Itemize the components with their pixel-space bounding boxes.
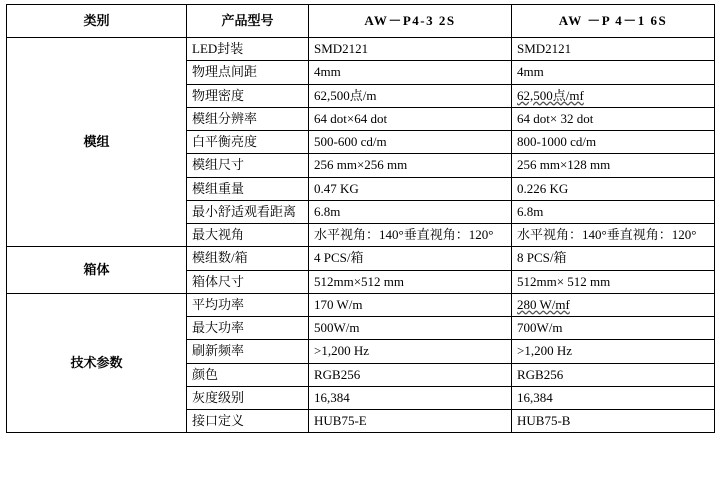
value-cell: 700W/m [512, 317, 715, 340]
table-body [7, 38, 715, 433]
value-cell: 62,500点/m [309, 84, 512, 107]
value-cell: 0.226 KG [512, 177, 715, 200]
param-label: 物理密度 [187, 84, 309, 107]
param-label: 刷新频率 [187, 340, 309, 363]
param-label: LED封装 [187, 38, 309, 61]
param-label: 模组分辨率 [187, 107, 309, 130]
table-header [7, 5, 715, 38]
header-category: 类别 [7, 5, 187, 38]
value-cell: 170 W/m [309, 293, 512, 316]
param-label: 白平衡亮度 [187, 131, 309, 154]
group-label-module: 模组 [7, 38, 187, 247]
value-cell: 水平视角：140°垂直视角：120° [512, 224, 715, 247]
value-cell: 6.8m [309, 200, 512, 223]
param-label: 最大视角 [187, 224, 309, 247]
param-label: 模组重量 [187, 177, 309, 200]
value-cell: 256 mm×256 mm [309, 154, 512, 177]
param-label: 接口定义 [187, 410, 309, 433]
param-label: 模组尺寸 [187, 154, 309, 177]
value-cell: 500W/m [309, 317, 512, 340]
param-label: 最小舒适观看距离 [187, 200, 309, 223]
value-cell: RGB256 [512, 363, 715, 386]
value-cell: 8 PCS/箱 [512, 247, 715, 270]
param-label: 灰度级别 [187, 386, 309, 409]
value-cell: 64 dot× 32 dot [512, 107, 715, 130]
value-cell: >1,200 Hz [309, 340, 512, 363]
value-cell: 62,500点/mf [512, 84, 715, 107]
table-row [7, 293, 715, 316]
param-label: 颜色 [187, 363, 309, 386]
header-row [7, 5, 715, 38]
value-cell: >1,200 Hz [512, 340, 715, 363]
product-spec-table [6, 4, 715, 433]
value-cell: 4mm [309, 61, 512, 84]
value-cell: HUB75-B [512, 410, 715, 433]
group-label-cabinet: 箱体 [7, 247, 187, 294]
value-cell: 16,384 [309, 386, 512, 409]
value-cell: 4 PCS/箱 [309, 247, 512, 270]
header-model-aw-p4-32s: AW－P4-3 2S [309, 5, 512, 38]
value-cell: 4mm [512, 61, 715, 84]
value-cell: 0.47 KG [309, 177, 512, 200]
value-cell: RGB256 [309, 363, 512, 386]
value-cell: 500-600 cd/m [309, 131, 512, 154]
param-label: 最大功率 [187, 317, 309, 340]
header-model-aw-p4-16s: AW －P 4－1 6S [512, 5, 715, 38]
group-label-tech-params: 技术参数 [7, 293, 187, 433]
header-product-model: 产品型号 [187, 5, 309, 38]
value-cell: 水平视角：140°垂直视角：120° [309, 224, 512, 247]
param-label: 物理点间距 [187, 61, 309, 84]
value-cell: 256 mm×128 mm [512, 154, 715, 177]
value-cell: 512mm× 512 mm [512, 270, 715, 293]
value-cell: SMD2121 [512, 38, 715, 61]
value-cell: HUB75-E [309, 410, 512, 433]
param-label: 平均功率 [187, 293, 309, 316]
table-row [7, 38, 715, 61]
value-cell: 280 W/mf [512, 293, 715, 316]
value-cell: 6.8m [512, 200, 715, 223]
value-cell: 16,384 [512, 386, 715, 409]
value-cell: 800-1000 cd/m [512, 131, 715, 154]
param-label: 箱体尺寸 [187, 270, 309, 293]
value-cell: SMD2121 [309, 38, 512, 61]
value-cell: 64 dot×64 dot [309, 107, 512, 130]
value-cell: 512mm×512 mm [309, 270, 512, 293]
param-label: 模组数/箱 [187, 247, 309, 270]
table-row [7, 247, 715, 270]
